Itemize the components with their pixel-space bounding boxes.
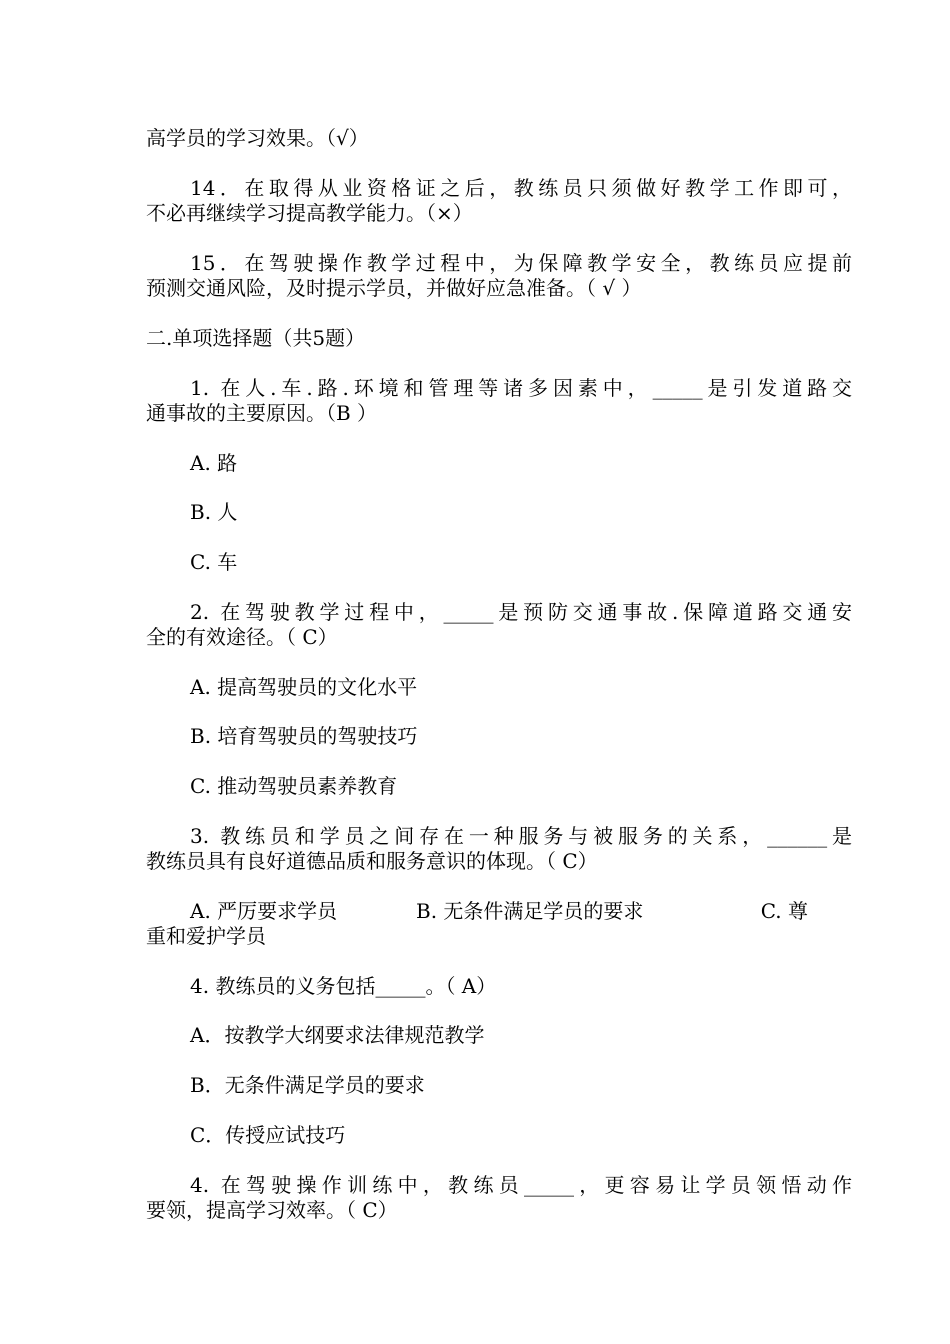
mc3-option-c-continuation: 重和爱护学员 — [146, 924, 266, 948]
mc2-option-b: B. 培育驾驶员的驾驶技巧 — [190, 724, 418, 748]
mc3-line-2: 教练员具有良好道德品质和服务意识的体现。（ C） — [146, 849, 598, 873]
q15-line-2: 预测交通风险，及时提示学员，并做好应急准备。（ √ ） — [146, 276, 642, 300]
mc3-option-b: B. 无条件满足学员的要求 — [416, 899, 644, 923]
mc2-option-a: A. 提高驾驶员的文化水平 — [190, 675, 418, 699]
mc4-line-1: 4. 教练员的义务包括_____。（ A） — [190, 974, 497, 998]
mc1-option-b: B. 人 — [190, 500, 238, 524]
q13-continuation: 高学员的学习效果。（√） — [146, 126, 369, 150]
q14-line-2: 不必再继续学习提高教学能力。（×） — [146, 201, 473, 225]
mc3-option-c: C. 尊 — [760, 899, 808, 923]
mc2-line-2: 全的有效途径。（ C） — [146, 625, 338, 649]
mc4-option-c: C．传授应试技巧 — [190, 1123, 346, 1147]
mc1-option-c: C. 车 — [190, 550, 238, 574]
mc4-option-b: B．无条件满足学员的要求 — [190, 1073, 425, 1097]
mc2-option-c: C. 推动驾驶员素养教育 — [190, 774, 398, 798]
q14-line-1: 14．在取得从业资格证之后，教练员只须做好教学工作即可， — [190, 176, 852, 200]
mc3-option-a: A. 严厉要求学员 — [190, 899, 338, 923]
mc5-line-1: 4. 在驾驶操作训练中，教练员_____，更容易让学员领悟动作 — [190, 1173, 852, 1197]
document-page — [146, 0, 852, 1344]
mc1-line-2: 通事故的主要原因。（B ） — [146, 401, 378, 425]
mc4-option-a: A．按教学大纲要求法律规范教学 — [190, 1023, 485, 1047]
mc2-line-1: 2. 在驾驶教学过程中，_____是预防交通事故.保障道路交通安 — [190, 600, 852, 624]
q15-line-1: 15．在驾驶操作教学过程中，为保障教学安全，教练员应提前 — [190, 251, 852, 275]
mc1-option-a: A. 路 — [190, 451, 238, 475]
section-heading: 二.单项选择题（共5题） — [146, 326, 366, 350]
mc1-line-1: 1. 在人.车.路.环境和管理等诸多因素中，_____是引发道路交 — [190, 376, 852, 400]
mc5-line-2: 要领，提高学习效率。（ C） — [146, 1198, 398, 1222]
mc3-line-1: 3. 教练员和学员之间存在一种服务与被服务的关系，______是 — [190, 824, 852, 848]
